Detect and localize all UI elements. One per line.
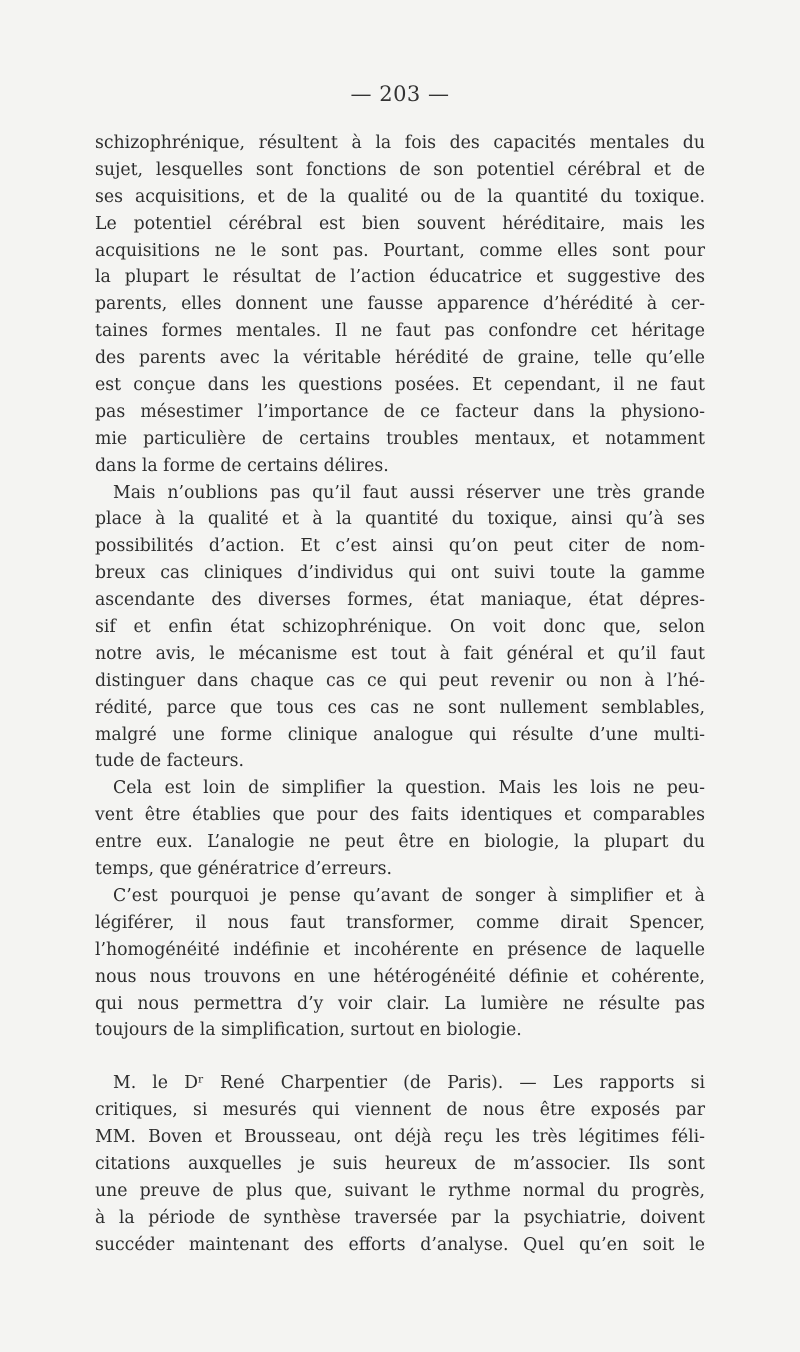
text-line: succéder maintenant des efforts d’analyse. Quel qu’en soit le <box>95 1234 705 1255</box>
text-line: la plupart le résultat de l’action éducatrice et suggestive des <box>95 267 705 288</box>
text-line: citations auxquelles je suis heureux de m’associer. Ils sont <box>95 1153 705 1174</box>
text-line: sujet, lesquelles sont fonctions de son potentiel cérébral et de <box>95 159 705 180</box>
text-line: mie particulière de certains troubles mentaux, et notamment <box>95 428 705 449</box>
text-line: est conçue dans les questions posées. Et cependant, il ne faut <box>95 375 705 396</box>
text-line: possibilités d’action. Et c’est ainsi qu’on peut citer de nom- <box>95 536 705 557</box>
text-line: vent être établies que pour des faits identiques et comparables <box>95 805 705 826</box>
text-line: ses acquisitions, et de la qualité ou de la quantité du toxique. <box>95 186 705 207</box>
text-line: Cela est loin de simplifier la question. Mais les lois ne peu- <box>113 778 705 799</box>
text-line: rédité, parce que tous ces cas ne sont nullement semblables, <box>95 697 705 718</box>
text-line: breux cas cliniques d’individus qui ont suivi toute la gamme <box>95 563 705 584</box>
text-line: parents, elles donnent une fausse apparence d’hérédité à cer- <box>95 294 705 315</box>
text-line: une preuve de plus que, suivant le rythme normal du progrès, <box>95 1180 705 1201</box>
text-line: entre eux. L’analogie ne peut être en biologie, la plupart du <box>95 832 705 853</box>
text-line: ascendante des diverses formes, état maniaque, état dépres- <box>95 590 705 611</box>
text-line: schizophrénique, résultent à la fois des capacités mentales du <box>95 133 705 153</box>
text-line: des parents avec la véritable hérédité de graine, telle qu’elle <box>95 348 705 369</box>
text-line: temps, que génératrice d’erreurs. <box>95 859 393 880</box>
text-line: place à la qualité et à la quantité du toxique, ainsi qu’à ses <box>95 509 705 530</box>
page-number: — 203 — <box>350 82 450 106</box>
text-line: pas mésestimer l’importance de ce facteur dans la physiono- <box>95 401 705 422</box>
text-line: qui nous permettra d’y voir clair. La lumière ne résulte pas <box>95 993 705 1014</box>
text-line: tude de facteurs. <box>95 751 244 772</box>
text-line: critiques, si mesurés qui viennent de nous être exposés par <box>95 1100 705 1121</box>
text-line: toujours de la simplification, surtout en biologie. <box>95 1020 522 1041</box>
text-line: notre avis, le mécanisme est tout à fait général et qu’il faut <box>95 643 705 664</box>
text-line: malgré une forme clinique analogue qui résulte d’une multi- <box>95 724 705 745</box>
text-line: acquisitions ne le sont pas. Pourtant, comme elles sont pour <box>95 240 705 261</box>
text-line: C’est pourquoi je pense qu’avant de songer à simplifier et à <box>113 885 705 906</box>
text-line: M. le Dʳ René Charpentier (de Paris). — Les rapports si <box>113 1073 705 1094</box>
text-line: distinguer dans chaque cas ce qui peut revenir ou non à l’hé- <box>95 670 705 691</box>
text-line: sif et enfin état schizophrénique. On voit donc que, selon <box>95 617 705 638</box>
text-line: l’homogénéité indéfinie et incohérente en présence de laquelle <box>95 939 705 960</box>
text-line: taines formes mentales. Il ne faut pas confondre cet héritage <box>95 321 705 342</box>
text-line: MM. Boven et Brousseau, ont déjà reçu les très légitimes féli- <box>95 1127 705 1148</box>
text-line: Mais n’oublions pas qu’il faut aussi réserver une très grande <box>113 482 705 503</box>
text-line: Le potentiel cérébral est bien souvent héréditaire, mais les <box>95 213 705 234</box>
text-line: légiférer, il nous faut transformer, comme dirait Spencer, <box>95 912 705 933</box>
paragraph-gap <box>95 1044 705 1070</box>
text-line: à la période de synthèse traversée par la psychiatrie, doivent <box>95 1207 705 1228</box>
text-line: nous nous trouvons en une hétérogénéité définie et cohérente, <box>95 966 705 987</box>
body-text <box>95 130 705 1259</box>
text-line: dans la forme de certains délires. <box>95 455 389 476</box>
